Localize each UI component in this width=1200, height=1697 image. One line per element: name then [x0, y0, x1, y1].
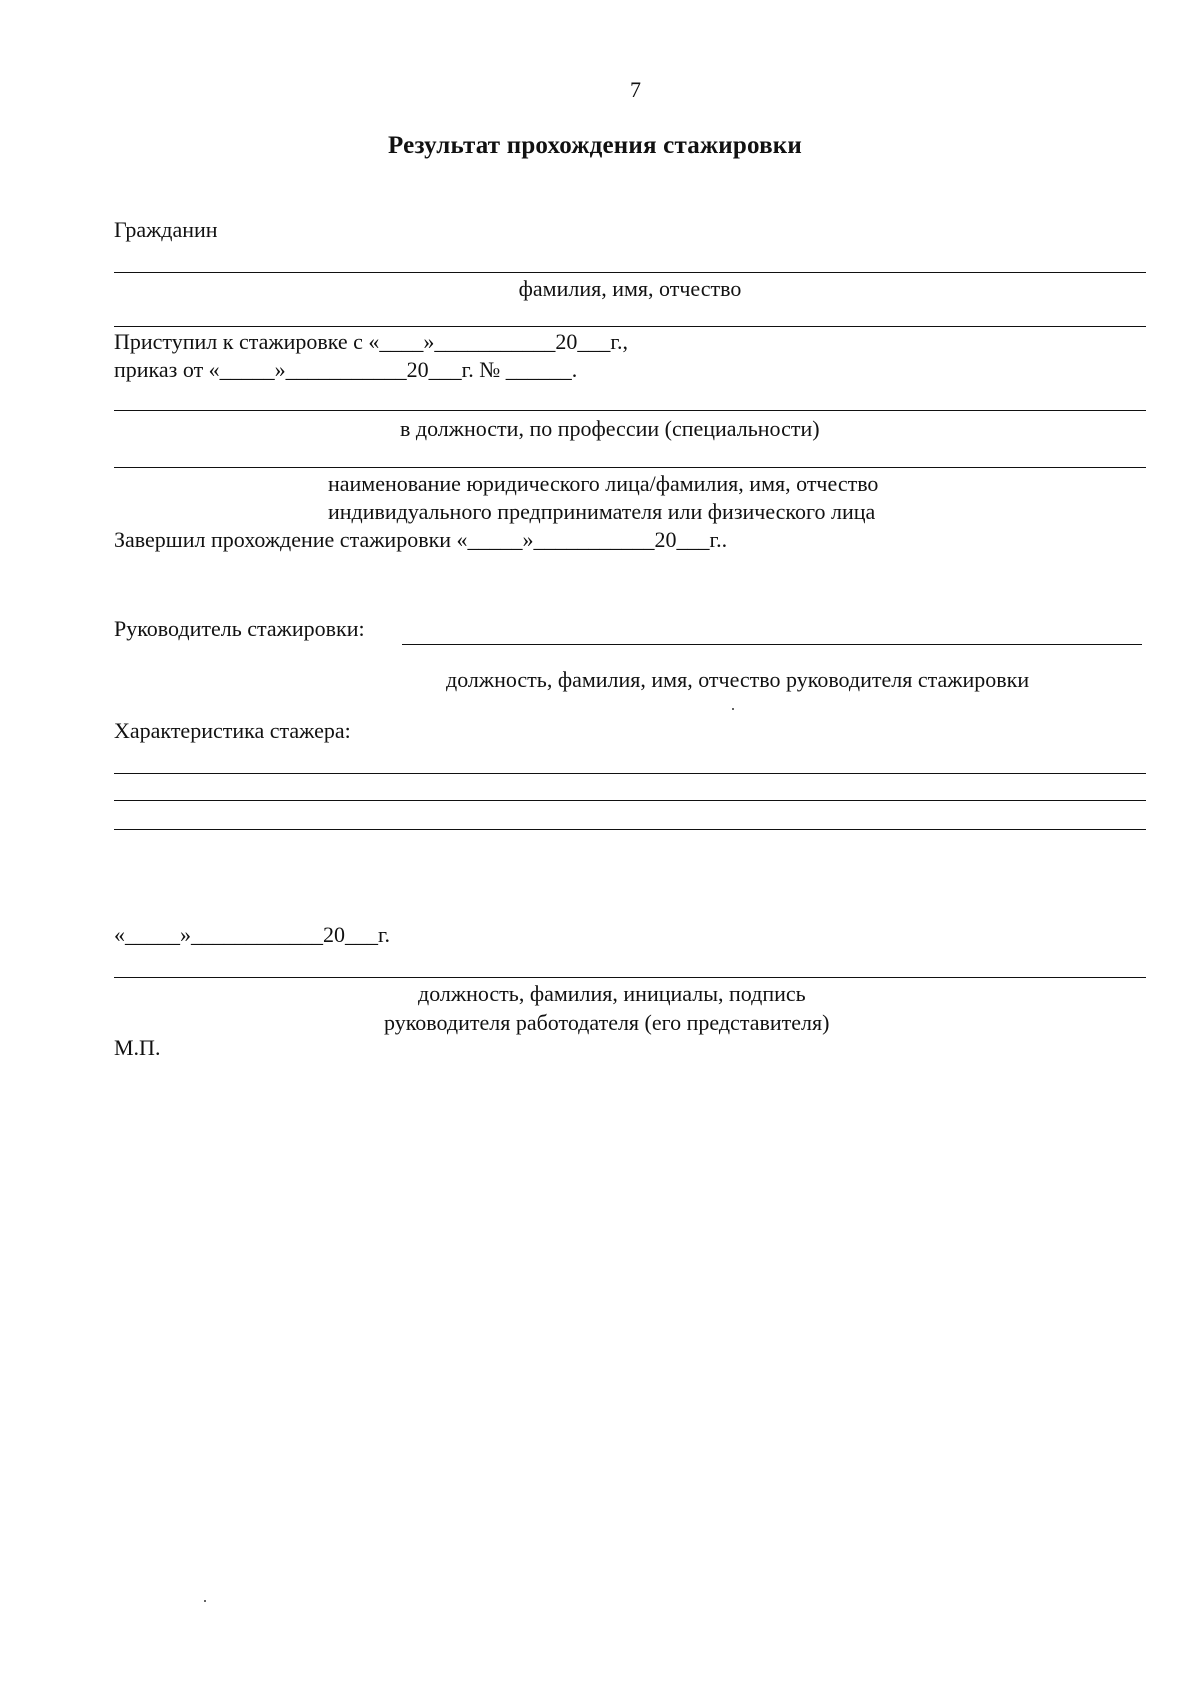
supervisor-field-line: [402, 644, 1142, 645]
stray-dot-bottom: [204, 1600, 206, 1602]
page-title: Результат прохождения стажировки: [388, 132, 802, 159]
employer-caption-line-1: наименование юридического лица/фамилия, имя, отчество: [328, 471, 879, 496]
signature-date: «_____»____________20___г.: [114, 922, 391, 947]
signature-caption-line-2: руководителя работодателя (его представителя): [384, 1010, 830, 1035]
position-caption: в должности, по профессии (специальности): [400, 416, 820, 441]
finish-date-line: Завершил прохождение стажировки «_____»___________20___г..: [114, 527, 728, 552]
employer-caption-line-2: индивидуального предпринимателя или физического лица: [328, 499, 876, 524]
citizen-name-line: [114, 272, 1146, 273]
order-line: приказ от «_____»___________20___г. № ______.: [114, 357, 578, 382]
signature-line: [114, 977, 1146, 978]
page-number: 7: [630, 77, 641, 102]
supervisor-caption: должность, фамилия, имя, отчество руководителя стажировки: [446, 667, 1030, 692]
employer-line: [114, 467, 1146, 468]
characteristic-label: Характеристика стажера:: [114, 718, 351, 743]
start-date-line: Приступил к стажировке с «____»___________20___г.,: [114, 329, 628, 354]
characteristic-line-3: [114, 829, 1146, 830]
start-divider-line: [114, 326, 1146, 327]
citizen-name-caption: фамилия, имя, отчество: [518, 276, 742, 301]
characteristic-line-1: [114, 773, 1146, 774]
supervisor-label: Руководитель стажировки:: [114, 616, 365, 641]
position-line: [114, 410, 1146, 411]
citizen-label: Гражданин: [114, 217, 218, 242]
signature-caption-line-1: должность, фамилия, инициалы, подпись: [418, 981, 806, 1006]
stray-dot: [732, 708, 734, 710]
characteristic-line-2: [114, 800, 1146, 801]
stamp-placeholder: М.П.: [114, 1035, 161, 1060]
